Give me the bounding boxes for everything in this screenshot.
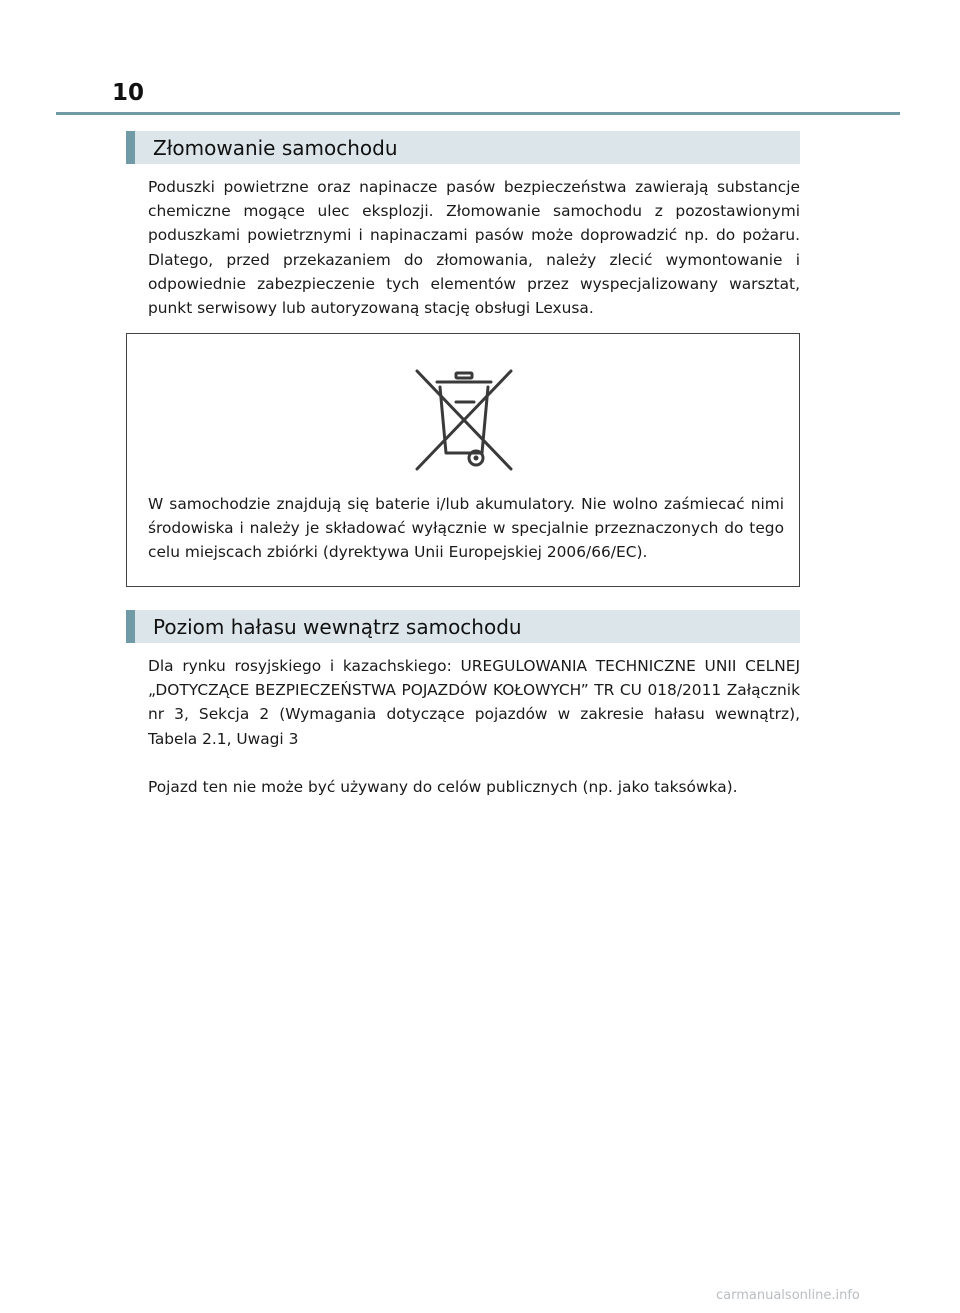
noise-public-use-paragraph: Pojazd ten nie może być używany do celów publicznych (np. jako taksówka). <box>148 778 738 796</box>
footer-watermark[interactable]: carmanualsonline.info <box>716 1288 860 1303</box>
section-heading-scrapping: Złomowanie samochodu <box>126 131 800 164</box>
battery-notice-text: W samochodzie znajdują się baterie i/lub akumulatory. Nie wolno zaśmiecać nimi środowiska i należy je składować wyłącznie w specjalnie przeznaczonych do tego celu miejscach zbiórki (dyrektywa Unii Europejskiej 2006/66/EC). <box>148 495 784 562</box>
section-heading-noise: Poziom hałasu wewnątrz samochodu <box>126 610 800 643</box>
noise-regulation-paragraph: Dla rynku rosyjskiego i kazachskiego: UREGULOWANIA TECHNICZNE UNII CELNEJ „DOTYCZĄCE BEZPIECZEŃSTWA POJAZDÓW KOŁOWYCH” TR CU 018/2011 Załącznik nr 3, Sekcja 2 (Wymagania dotyczące pojazdów w zakresie hałasu wewnątrz), Tabela 2.1, Uwagi 3 <box>148 657 800 748</box>
page-number: 10 <box>112 80 145 106</box>
crossed-out-wheelie-bin-icon <box>411 367 517 473</box>
scrapping-paragraph: Poduszki powietrzne oraz napinacze pasów bezpieczeństwa zawierają substancje chemiczne mogące ulec eksplozji. Złomowanie samochodu z pozostawionymi poduszkami powietrznymi i napinaczami pasów może doprowadzić np. do pożaru. Dlatego, przed przekazaniem do złomowania, należy zlecić wymontowanie i odpowiednie zabezpieczenie tych elementów przez wyspecjalizowany warsztat, punkt serwisowy lub autoryzowaną stację obsługi Lexusa. <box>148 178 800 318</box>
battery-disposal-notice <box>126 333 800 587</box>
top-rule <box>56 112 900 115</box>
